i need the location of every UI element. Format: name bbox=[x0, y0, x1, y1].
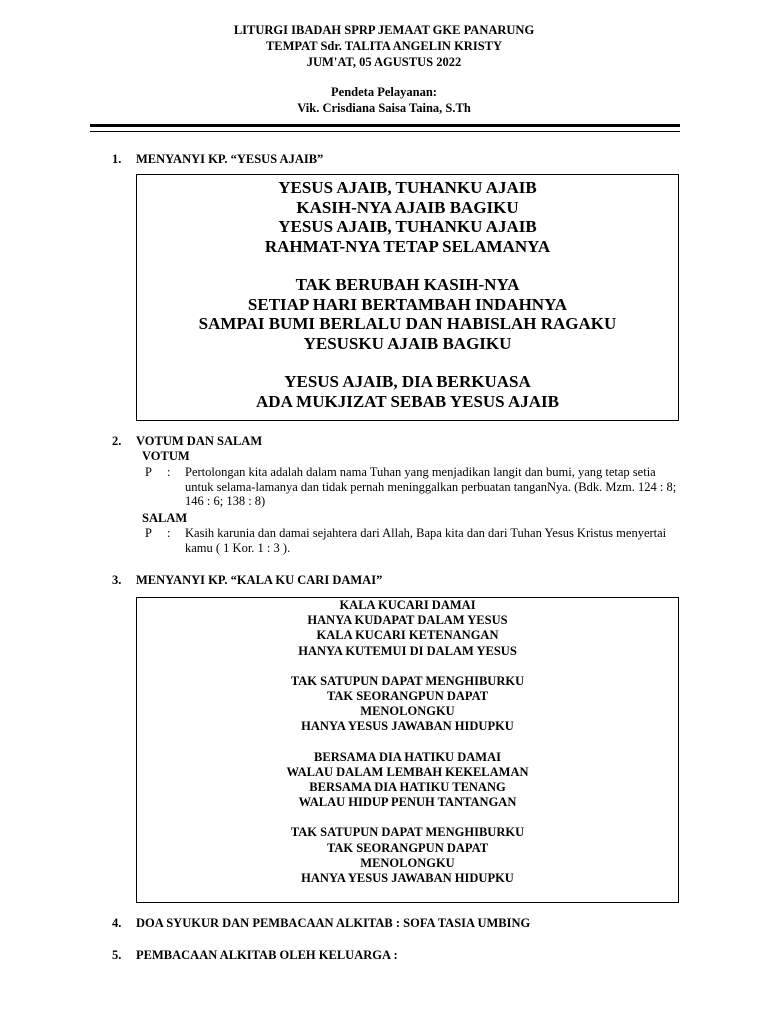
section-number: 3. bbox=[112, 573, 122, 587]
section-title: PEMBACAAN ALKITAB OLEH KELUARGA : bbox=[136, 948, 398, 962]
section-title: MENYANYI KP. “KALA KU CARI DAMAI” bbox=[136, 573, 383, 587]
lyric-line: RAHMAT-NYA TETAP SELAMANYA bbox=[264, 236, 551, 256]
lyric-line: TAK SEORANGPUN DAPAT bbox=[326, 689, 489, 704]
salam-text: Kasih karunia dan damai sejahtera dari Allah, Bapa kita dan dari Tuhan Yesus Kristus menyertai kamu ( 1 Kor. 1 : 3 ). bbox=[185, 526, 667, 555]
section-title: MENYANYI KP. “YESUS AJAIB” bbox=[136, 152, 324, 166]
venue-line: TEMPAT Sdr. TALITA ANGELIN KRISTY bbox=[265, 39, 503, 53]
lyric-line: BERSAMA DIA HATIKU DAMAI bbox=[314, 749, 501, 764]
speaker-label: P bbox=[145, 526, 152, 540]
speaker-colon: : bbox=[167, 465, 171, 479]
lyric-line: SAMPAI BUMI BERLALU DAN HABISLAH RAGAKU bbox=[198, 314, 617, 333]
lyric-line: KALA KUCARI DAMAI bbox=[339, 598, 476, 612]
lyric-line: YESUS AJAIB, TUHANKU AJAIB bbox=[278, 217, 537, 236]
lyric-line: KALA KUCARI KETENANGAN bbox=[316, 628, 499, 643]
salam-row bbox=[145, 526, 680, 555]
section-title: VOTUM DAN SALAM bbox=[136, 434, 263, 448]
section-number: 1. bbox=[112, 152, 122, 166]
votum-row bbox=[145, 465, 680, 509]
lyric-line: HANYA YESUS JAWABAN HIDUPKU bbox=[301, 871, 514, 886]
votum-label: VOTUM bbox=[142, 449, 190, 463]
lyric-line: SETIAP HARI BERTAMBAH INDAHNYA bbox=[247, 294, 568, 314]
lyric-line: TAK SEORANGPUN DAPAT bbox=[326, 840, 489, 855]
lyric-line: YESUSKU AJAIB BAGIKU bbox=[303, 333, 512, 353]
salam-label: SALAM bbox=[142, 511, 188, 525]
lyric-line: WALAU DALAM LEMBAH KEKELAMAN bbox=[286, 764, 529, 779]
lyric-line: MENOLONGKU bbox=[360, 704, 455, 719]
lyric-line: TAK SATUPUN DAPAT MENGHIBURKU bbox=[290, 673, 525, 688]
lyric-line: TAK BERUBAH KASIH-NYA bbox=[295, 275, 520, 294]
section-number: 2. bbox=[112, 434, 122, 448]
lyric-line: KASIH-NYA AJAIB BAGIKU bbox=[296, 197, 519, 217]
section-number: 5. bbox=[112, 948, 122, 962]
section-5-heading bbox=[112, 947, 398, 963]
lyric-line: WALAU HIDUP PENUH TANTANGAN bbox=[298, 795, 517, 810]
liturgy-title: LITURGI IBADAH SPRP JEMAAT GKE PANARUNG bbox=[233, 23, 535, 37]
header-divider-thick bbox=[90, 124, 680, 127]
lyric-line: TAK SATUPUN DAPAT MENGHIBURKU bbox=[290, 825, 525, 840]
votum-text: Pertolongan kita adalah dalam nama Tuhan yang menjadikan langit dan bumi, yang tetap setia untuk selama-lamanya dan tidak pernah meninggalkan perbuatan tanganNya. (Bdk. Mzm. 124 : 8; 146 : 6; 138 : 8) bbox=[185, 465, 677, 509]
lyric-line: MENOLONGKU bbox=[360, 855, 455, 870]
lyric-line: YESUS AJAIB, DIA BERKUASA bbox=[284, 372, 531, 391]
pastor-name: Vik. Crisdiana Saisa Taina, S.Th bbox=[297, 101, 471, 115]
lyric-line: HANYA KUTEMUI DI DALAM YESUS bbox=[298, 643, 517, 658]
lyric-line: HANYA YESUS JAWABAN HIDUPKU bbox=[301, 719, 514, 734]
lyric-line: YESUS AJAIB, TUHANKU AJAIB bbox=[278, 178, 537, 197]
header-divider-thin bbox=[90, 131, 680, 132]
document-header bbox=[0, 22, 768, 116]
section-3-heading bbox=[112, 572, 382, 588]
section-title: DOA SYUKUR DAN PEMBACAAN ALKITAB : SOFA TASIA UMBING bbox=[136, 916, 531, 930]
section-number: 4. bbox=[112, 916, 122, 930]
lyric-line: HANYA KUDAPAT DALAM YESUS bbox=[307, 613, 508, 628]
date-line: JUM'AT, 05 AGUSTUS 2022 bbox=[306, 55, 462, 69]
speaker-label: P bbox=[145, 465, 152, 479]
lyric-line: BERSAMA DIA HATIKU TENANG bbox=[309, 780, 506, 795]
song-lyrics-box-kala-ku-cari-damai bbox=[136, 597, 679, 903]
speaker-colon: : bbox=[167, 526, 171, 540]
lyric-line: ADA MUKJIZAT SEBAB YESUS AJAIB bbox=[256, 391, 559, 411]
song-lyrics-box-yesus-ajaib bbox=[136, 174, 679, 421]
section-1-heading bbox=[112, 151, 323, 167]
section-4-heading bbox=[112, 915, 530, 931]
section-2-heading bbox=[112, 433, 262, 449]
pastor-label: Pendeta Pelayanan: bbox=[331, 85, 437, 99]
